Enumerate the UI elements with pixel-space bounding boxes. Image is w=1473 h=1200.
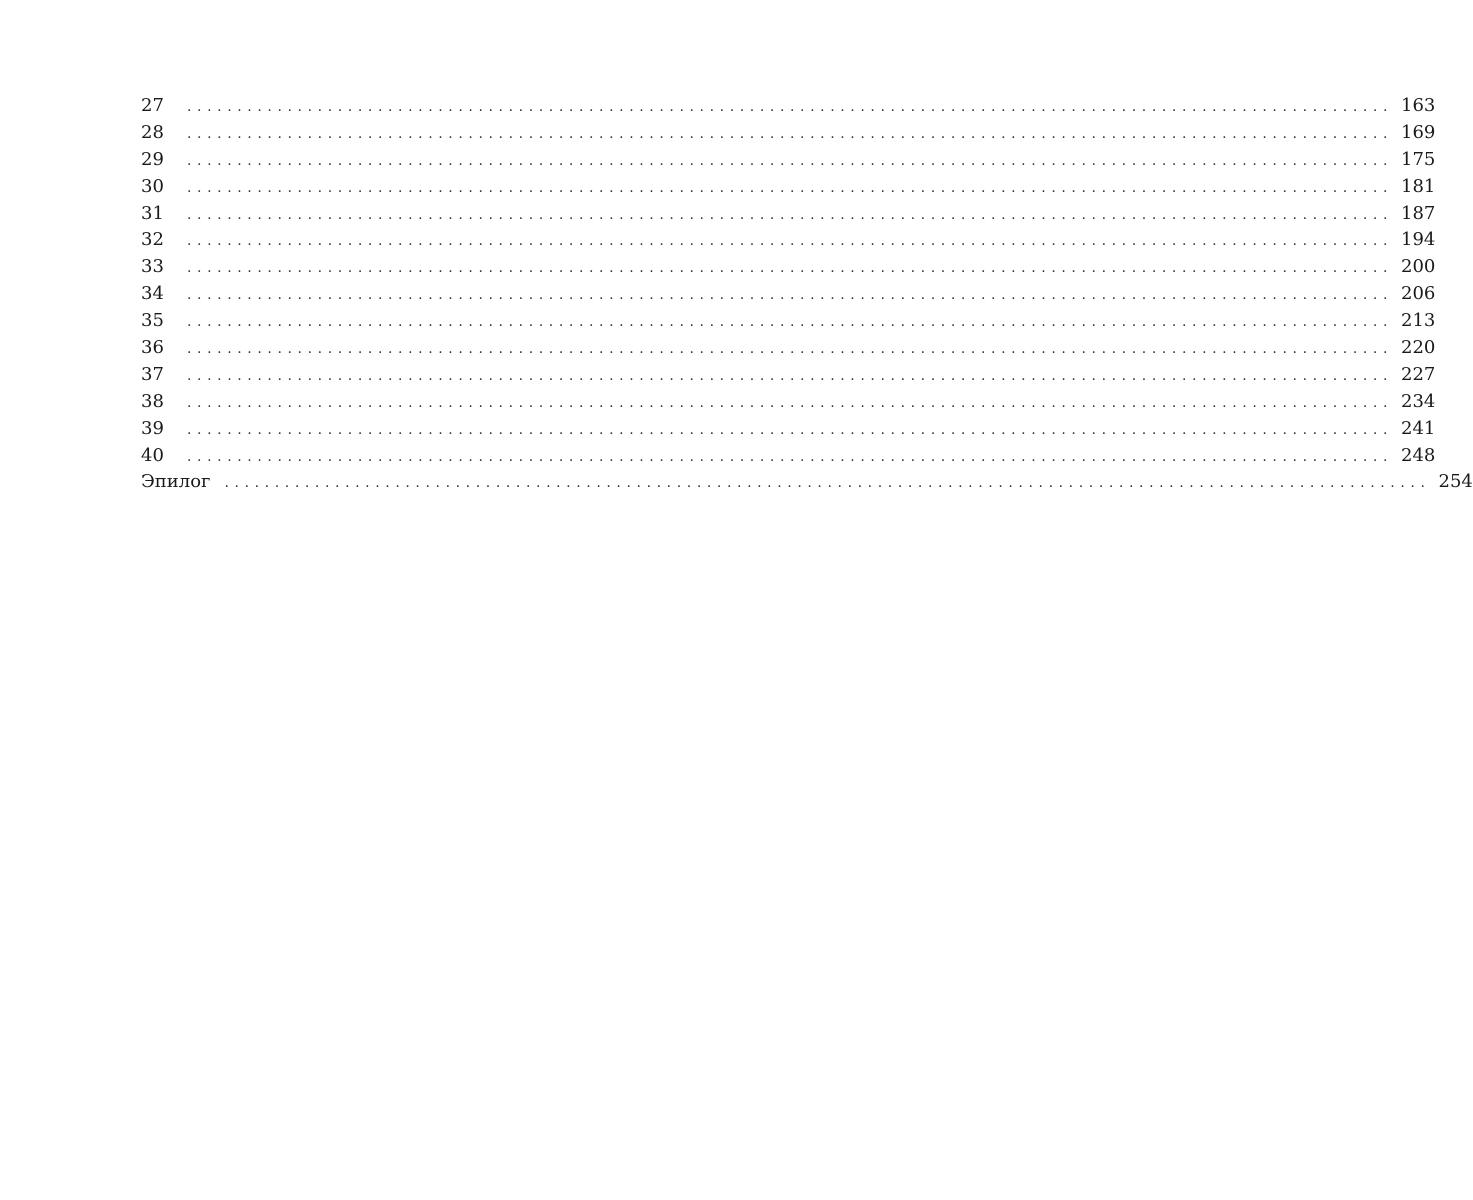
toc-entry-label: 34 [141, 283, 164, 305]
toc-entry-page: 200 [1401, 256, 1436, 278]
toc-entry-label: 39 [141, 417, 164, 439]
toc-dot-leader: ........................................................................................................................ [187, 260, 1394, 277]
toc-entry-28[interactable] [141, 120, 1436, 147]
toc-entry-page: 206 [1401, 283, 1436, 305]
toc-entry-label: 28 [141, 121, 164, 143]
toc-dot-leader: ........................................................................................................................ [187, 233, 1394, 250]
toc-dot-leader: ........................................................................................................................ [187, 152, 1394, 169]
toc-entry-label: 31 [141, 202, 164, 224]
toc-entry-34[interactable] [141, 281, 1436, 308]
toc-entry-32[interactable] [141, 227, 1436, 254]
toc-entry-label: 32 [141, 229, 164, 251]
toc-entry-page: 175 [1401, 148, 1436, 170]
toc-dot-leader: ........................................................................................................................ [187, 99, 1394, 115]
toc-entry-epilogue[interactable] [141, 469, 1473, 496]
toc-entry-page: 220 [1401, 337, 1436, 359]
table-of-contents [141, 93, 1473, 496]
toc-entry-35[interactable] [141, 308, 1436, 335]
toc-entry-page: 241 [1401, 417, 1436, 439]
toc-dot-leader: ........................................................................................................................ [187, 421, 1394, 438]
toc-entry-page: 187 [1401, 202, 1436, 224]
toc-entry-31[interactable] [141, 201, 1436, 228]
toc-entry-page: 194 [1401, 229, 1436, 251]
toc-dot-leader: ........................................................................................................................ [187, 367, 1394, 384]
toc-dot-leader: ........................................................................................................................ [187, 125, 1394, 142]
toc-entry-39[interactable] [141, 416, 1436, 443]
toc-entry-label: 33 [141, 256, 164, 278]
toc-entry-38[interactable] [141, 389, 1436, 416]
toc-dot-leader: ........................................................................................................................ [187, 287, 1394, 304]
toc-entry-label: 30 [141, 175, 164, 197]
toc-dot-leader: ........................................................................................................................ [187, 394, 1394, 411]
toc-entry-page: 227 [1401, 363, 1436, 385]
toc-entry-29[interactable] [141, 147, 1436, 174]
toc-entry-30[interactable] [141, 174, 1436, 201]
toc-entry-page: 254 [1438, 471, 1473, 493]
toc-entry-page: 234 [1401, 390, 1436, 412]
toc-dot-leader: ........................................................................................................................ [187, 314, 1394, 331]
toc-entry-page: 169 [1401, 121, 1436, 143]
toc-dot-leader: ........................................................................................................................ [187, 179, 1394, 196]
toc-entry-page: 163 [1401, 95, 1436, 116]
toc-entry-27[interactable] [141, 93, 1436, 120]
toc-entry-37[interactable] [141, 362, 1436, 389]
toc-entry-label: 29 [141, 148, 164, 170]
toc-entry-page: 181 [1401, 175, 1436, 197]
toc-entry-page: 213 [1401, 310, 1436, 332]
toc-entry-36[interactable] [141, 335, 1436, 362]
toc-entry-33[interactable] [141, 254, 1436, 281]
toc-dot-leader: ........................................................................................................................ [187, 341, 1394, 358]
toc-dot-leader: ........................................................................................................................ [187, 206, 1394, 223]
toc-entry-label: 38 [141, 390, 164, 412]
toc-dot-leader: ........................................................................................................................ [224, 475, 1431, 492]
toc-dot-leader: ........................................................................................................................ [187, 448, 1394, 465]
toc-entry-label: 36 [141, 337, 164, 359]
toc-entry-label: Эпилог [141, 471, 211, 493]
toc-entry-page: 248 [1401, 444, 1436, 466]
toc-entry-40[interactable] [141, 443, 1436, 470]
toc-entry-label: 27 [141, 95, 164, 116]
toc-entry-label: 35 [141, 310, 164, 332]
toc-entry-label: 40 [141, 444, 164, 466]
toc-entry-label: 37 [141, 363, 164, 385]
